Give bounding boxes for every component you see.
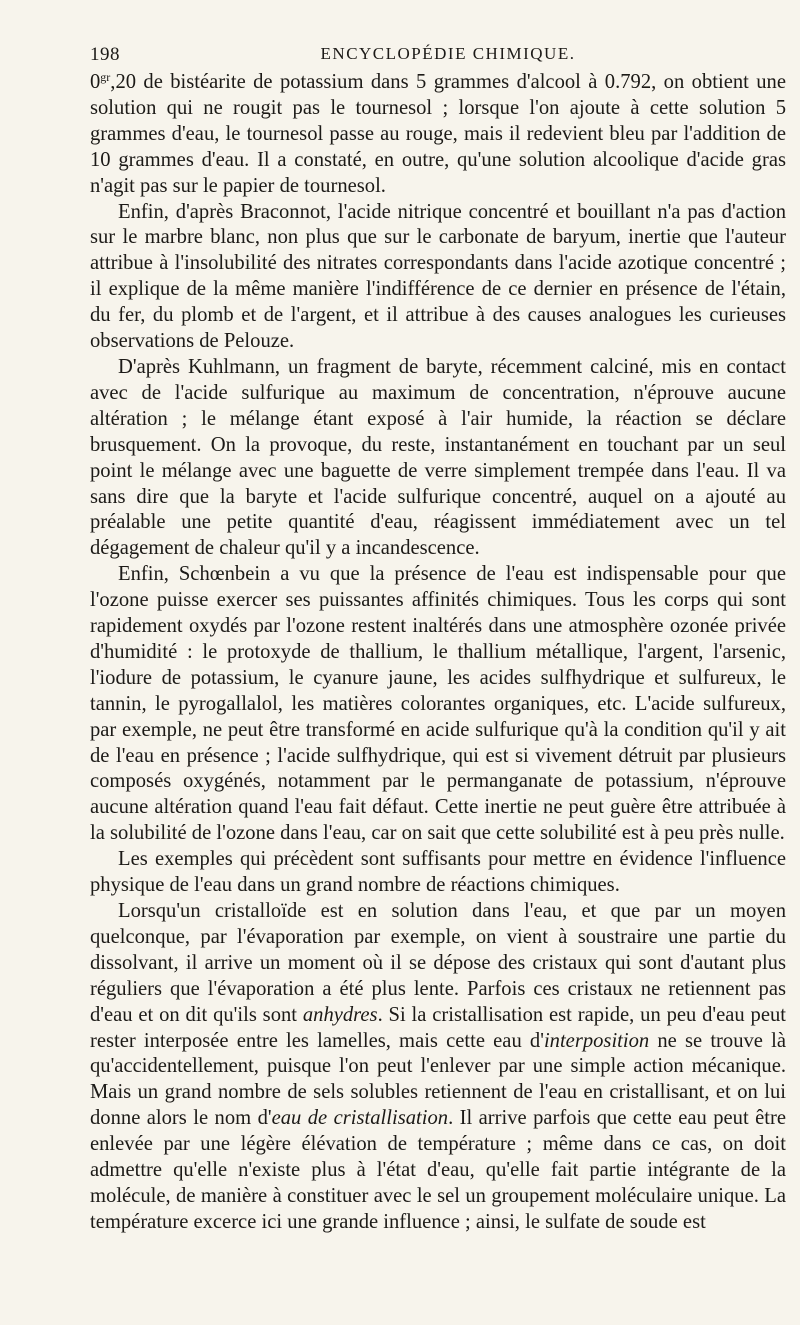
paragraph-6-text-a: Lorsqu'un cristalloïde est en solution dans l'eau, et que par un moyen quelconque, par l'évaporation par exemple, on vient à soustraire une partie du dissolvant, il arrive un moment où il se dépose des cristaux qui sont d'autant plus réguliers que l'évaporation a été plus lente. Parfois ces cristaux ne retiennent pas d'eau et on dit qu'ils sont — [90, 900, 786, 1026]
lead-quantity: 0 — [90, 71, 101, 93]
paragraph-6-text-c: ne se trouve là qu'accidentellement, puisque l'on peut l'enlever par une simple action mécanique. Mais un grand nombre de sels solubles retiennent de l'eau en cristallisant, et on lui donne alors le nom d' — [90, 1029, 786, 1130]
paragraph-6-text-b: . Si la cristallisation est rapide, un peu d'eau peut rester interposée entre les lamelles, mais cette eau d' — [90, 1003, 787, 1052]
paragraph-6 — [90, 899, 786, 1236]
page-header — [90, 38, 786, 64]
paragraph-1 — [90, 70, 786, 200]
term-interposition: interposition — [543, 1029, 650, 1052]
paragraph-3: D'après Kuhlmann, un fragment de baryte, récemment calciné, mis en contact avec de l'acide sulfurique au maximum de concentration, n'éprouve aucune altération ; le mélange étant exposé à l'air humide, la réaction se déclare brusquement. On la provoque, du reste, instantanément en touchant par un seul point le mélange avec une baguette de verre simplement trempée dans l'eau. Il va sans dire que la baryte et l'acide sulfurique concentré, auquel on a ajouté au préalable une petite quantité d'eau, réagissent immédiatement avec un tel dégagement de chaleur qu'il y a incandescence. — [90, 355, 786, 560]
paragraph-6-text-d: . Il arrive parfois que cette eau peut être enlevée par une légère élévation de température ; même dans ce cas, on doit admettre qu'elle n'existe plus à l'état d'eau, qu'elle fait partie intégrante de la molécule, de manière à constituer avec le sel un groupement moléculaire unique. La température excerce ici une grande influence ; ainsi, le sulfate de soude est — [90, 1107, 786, 1233]
term-eau-de-cristallisation: eau de cristallisation — [271, 1107, 449, 1130]
running-title: ENCYCLOPÉDIE CHIMIQUE. — [320, 44, 576, 63]
page-number: 198 — [90, 44, 120, 65]
body-text — [90, 70, 786, 1236]
paragraph-4: Enfin, Schœnbein a vu que la présence de l'eau est indispensable pour que l'ozone puisse exercer ses puissantes affinités chimiques. Tous les corps qui sont rapidement oxydés par l'ozone restent inaltérés dans une atmosphère ozonée privée d'humidité : le protoxyde de thallium, le thallium métallique, l'argent, l'arsenic, l'iodure de potassium, le cyanure jaune, les acides sulfhydrique et sulfureux, le tannin, le pyrogallalol, les matières colorantes organiques, etc. L'acide sulfureux, par exemple, ne peut être transformé en acide sulfurique qu'à la condition qu'il y ait de l'eau en présence ; l'acide sulfhydrique, qui est si vivement détruit par plusieurs composés oxygénés, notamment par le permanganate de potassium, n'éprouve aucune altération quand l'eau fait défaut. Cette inertie ne peut guère être attribuée à la solubilité de l'ozone dans l'eau, car on sait que cette solubilité est à peu près nulle. — [90, 563, 786, 845]
paragraph-1-text: ,20 de bistéarite de potassium dans 5 grammes d'alcool à 0.792, on obtient une solution qui ne rougit pas le tournesol ; lorsque l'on ajoute à cette solution 5 grammes d'eau, le tournesol passe au rouge, mais il redevient bleu par l'addition de 10 grammes d'eau. Il a constaté, en outre, qu'une solution alcoolique d'acide gras n'agit pas sur le papier de tournesol. — [90, 71, 786, 197]
term-anhydres: anhydres — [302, 1003, 378, 1026]
paragraph-2: Enfin, d'après Braconnot, l'acide nitrique concentré et bouillant n'a pas d'action sur le marbre blanc, non plus que sur le carbonate de baryum, inertie que l'auteur attribue à l'insolubilité des nitrates correspondants dans l'acide azotique concentré ; il explique de la même manière l'indifférence de ce dernier en présence de l'étain, du fer, du plomb et de l'argent, et il attribue à des causes analogues les curieuses observations de Pelouze. — [90, 200, 786, 353]
paragraph-5: Les exemples qui précèdent sont suffisants pour mettre en évidence l'influence physique de l'eau dans un grand nombre de réactions chimiques. — [90, 848, 786, 897]
gram-superscript: gr — [100, 70, 111, 84]
